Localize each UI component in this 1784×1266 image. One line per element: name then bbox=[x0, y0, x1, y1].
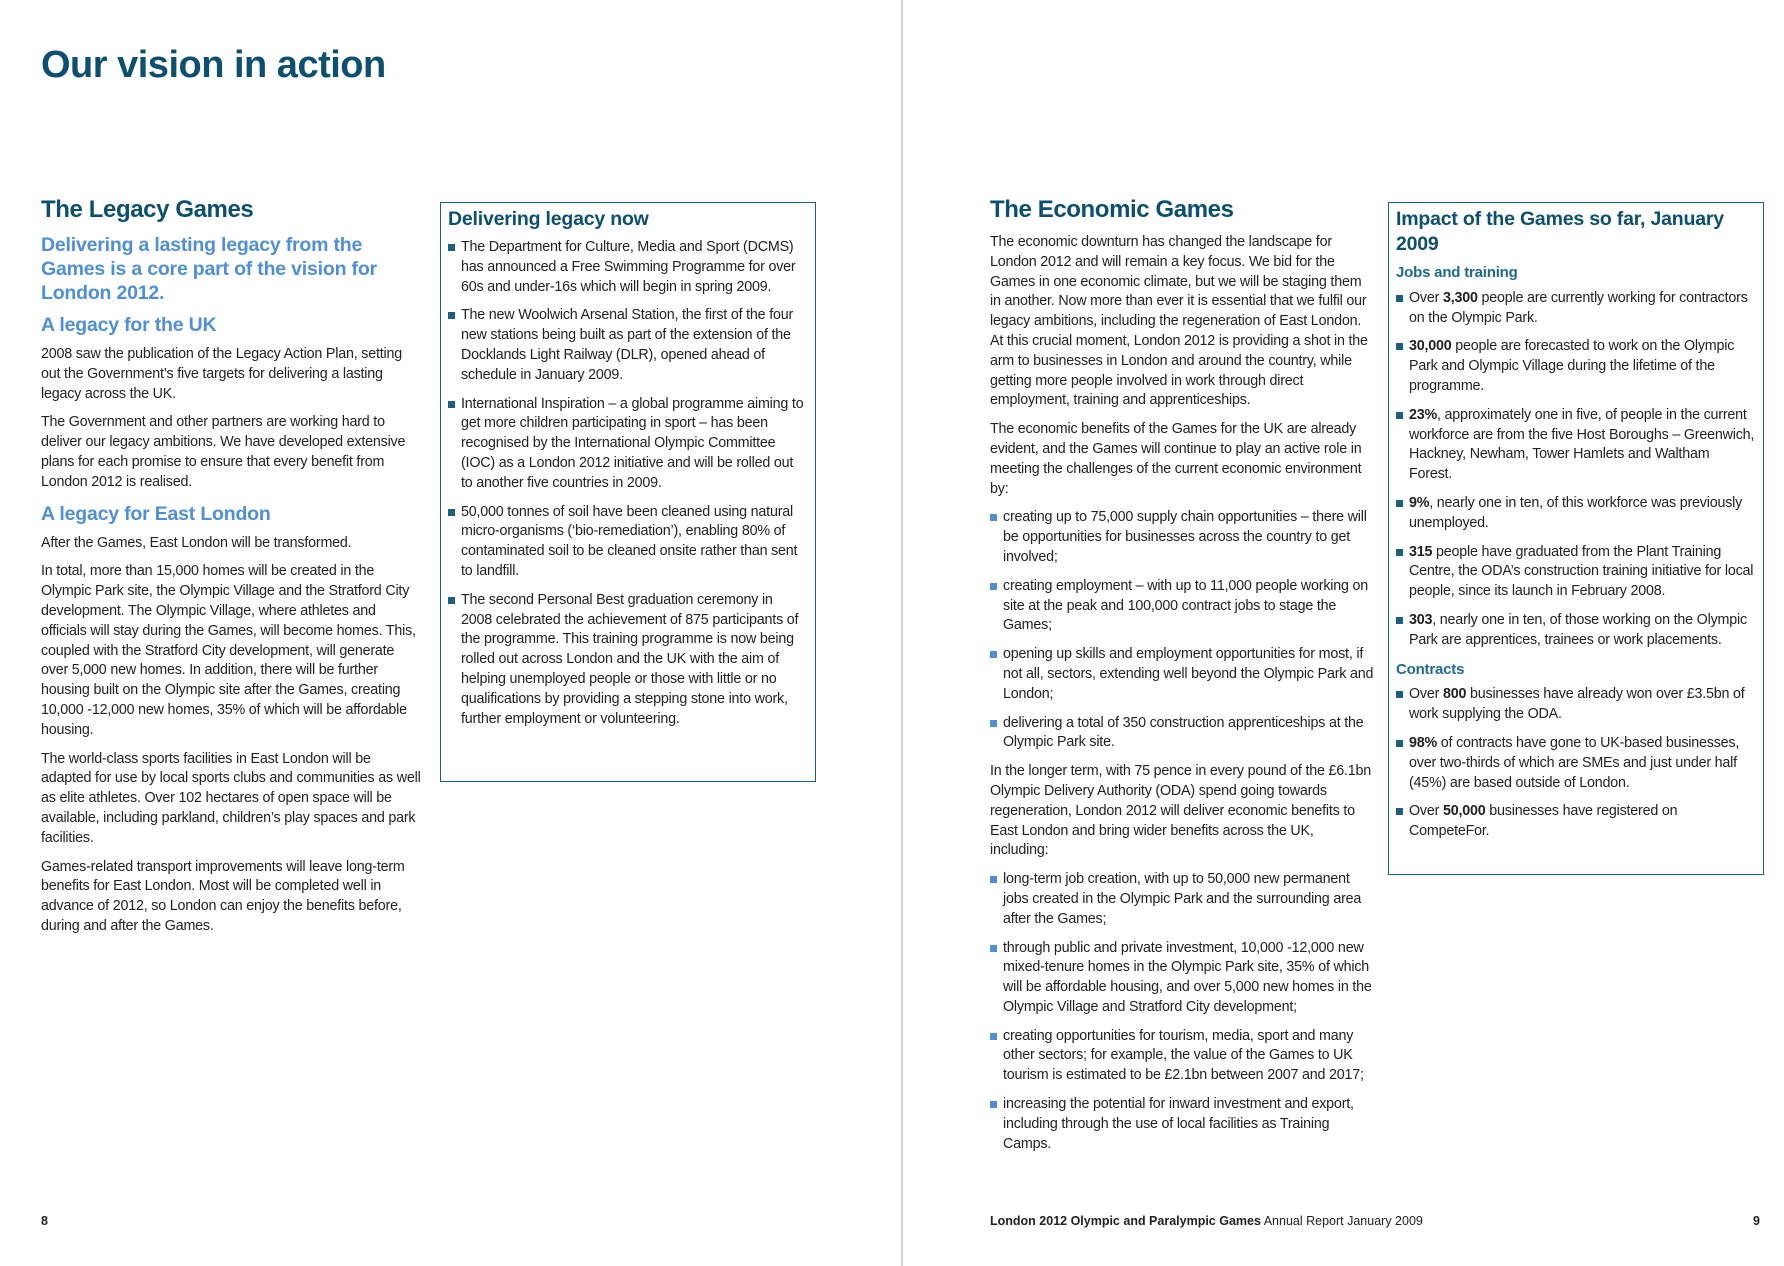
paragraph: The world-class sports facilities in East London will be adapted for use by local sports clubs and communities as well as elite athletes. Over 102 hectares of open space will be available, including parkland, children’s play spaces and park facilities. bbox=[41, 750, 421, 846]
item-text: through public and private investment, 10,000 -12,000 new mixed-tenure homes in the Olympic Park site, 35% of which will be affordable housing, and over 5,000 new homes in the Olympic Village and Stratford City development; bbox=[1003, 939, 1372, 1015]
list-item bbox=[448, 238, 807, 297]
item-text: opening up skills and employment opportunities for most, if not all, sectors, extending well beyond the Olympic Park and London; bbox=[1003, 646, 1374, 702]
item-text: 50,000 tonnes of soil have been cleaned using natural micro-organisms (‘bio-remediation’), enabling 80% of contaminated soil to be cleaned onsite rather than sent to landfill. bbox=[461, 503, 798, 579]
list-item bbox=[1396, 611, 1755, 651]
paragraph: In total, more than 15,000 homes will be created in the Olympic Park site, the Olympic Village and the Stratford City development. The Olympic Village, where athletes and officials will stay during the Games, will become homes. This, coupled with the Stratford City development, will generate over 5,000 new homes. In addition, there will be further housing built on the Olympic site after the Games, creating 10,000 -12,000 new homes, 35% of which will be affordable housing. bbox=[41, 563, 416, 738]
paragraph: Games-related transport improvements will leave long-term benefits for East London. Most will be completed well in advance of 2012, so London can enjoy the benefits before, during and after the Games. bbox=[41, 858, 405, 934]
paragraph: The economic downturn has changed the landscape for London 2012 and will remain a key focus. We bid for the Games in one economic climate, but we will be staging them in another. Now more than ever it is essential that we fulfil our legacy ambitions, including the regeneration of East London. At this crucial moment, London 2012 is providing a shot in the arm to businesses in London and around the country, while getting more people involved in work through direct employment, training and apprenticeships. bbox=[990, 234, 1368, 409]
list-item bbox=[990, 1027, 1374, 1086]
bullet-icon bbox=[448, 401, 455, 408]
bullet-icon bbox=[1396, 617, 1403, 624]
item-pre: Over bbox=[1409, 686, 1443, 703]
item-figure: 3,300 bbox=[1442, 289, 1478, 306]
item-figure: 800 bbox=[1442, 686, 1467, 703]
paragraph: The economic benefits of the Games for the UK are already evident, and the Games will continue to play an active role in meeting the challenges of the current economic environment by: bbox=[990, 421, 1362, 497]
bullet-icon bbox=[1396, 740, 1403, 747]
economic-games-column bbox=[990, 195, 1374, 1163]
item-figure: 30,000 bbox=[1409, 338, 1452, 355]
bullet-icon bbox=[1396, 412, 1403, 419]
impact-box bbox=[1388, 202, 1764, 875]
uk-heading: A legacy for the UK bbox=[41, 314, 217, 336]
page-number-right: 9 bbox=[1753, 1214, 1760, 1228]
list-item bbox=[1396, 543, 1755, 602]
delivering-legacy-box bbox=[440, 202, 816, 782]
list-item bbox=[448, 395, 807, 494]
item-text: people are currently working for contractors on the Olympic Park. bbox=[1409, 289, 1748, 326]
item-text: The Department for Culture, Media and Sport (DCMS) has announced a Free Swimming Programme for over 60s and under-16s which will begin in spring 2009. bbox=[461, 239, 796, 295]
page-number-left: 8 bbox=[41, 1214, 48, 1228]
list-item bbox=[1396, 289, 1755, 329]
item-text: of contracts have gone to UK-based businesses, over two-thirds of which are SMEs and just under half (45%) are based outside of London. bbox=[1409, 734, 1740, 791]
list-item bbox=[448, 591, 807, 730]
item-text: people are forecasted to work on the Olympic Park and Olympic Village during the lifetime of the programme. bbox=[1409, 338, 1735, 394]
list-item bbox=[448, 503, 807, 582]
delivering-list bbox=[448, 238, 807, 729]
list-item bbox=[1396, 337, 1755, 396]
item-figure: 9% bbox=[1409, 494, 1430, 511]
bullet-icon bbox=[990, 583, 997, 590]
list-item bbox=[990, 577, 1374, 636]
east-london-heading: A legacy for East London bbox=[41, 502, 271, 525]
bullet-icon bbox=[1396, 295, 1403, 302]
bullet-icon bbox=[1396, 808, 1403, 815]
list-item bbox=[1396, 494, 1755, 534]
bullet-icon bbox=[990, 514, 997, 521]
legacy-heading: The Legacy Games bbox=[41, 196, 254, 223]
item-text: long-term job creation, with up to 50,000 new permanent jobs created in the Olympic Park and the surrounding area after the Games; bbox=[1003, 871, 1362, 927]
item-text: The new Woolwich Arsenal Station, the first of the four new stations being built as part of the extension of the Docklands Light Railway (DLR), opened ahead of schedule in January 2009. bbox=[461, 307, 794, 383]
delivering-heading: Delivering legacy now bbox=[448, 208, 649, 230]
bullet-icon bbox=[1396, 691, 1403, 698]
economic-list-2 bbox=[990, 870, 1374, 1154]
item-figure: 23% bbox=[1409, 406, 1438, 423]
item-text: creating employment – with up to 11,000 people working on site at the peak and 100,000 contract jobs to stage the Games; bbox=[1003, 577, 1369, 634]
legacy-lead: Delivering a lasting legacy from the Games is a core part of the vision for London 2012. bbox=[41, 234, 377, 304]
economic-list-1 bbox=[990, 508, 1374, 753]
legacy-games-column bbox=[41, 195, 421, 946]
bullet-icon bbox=[990, 876, 997, 883]
list-item bbox=[1396, 406, 1755, 485]
item-text: International Inspiration – a global programme aiming to get more children participating in sport – has been recognised by the International Olympic Committee (IOC) as a London 2012 initiative and will be rolled out to another five countries in 2009. bbox=[461, 395, 804, 491]
item-text: creating opportunities for tourism, media, sport and many other sectors; for example, the value of the Games to UK tourism is estimated to be £2.1bn between 2007 and 2017; bbox=[1003, 1027, 1364, 1084]
bullet-icon bbox=[990, 651, 997, 658]
bullet-icon bbox=[448, 312, 455, 319]
report-title: London 2012 Olympic and Paralympic Games bbox=[990, 1214, 1261, 1228]
bullet-icon bbox=[448, 244, 455, 251]
paragraph: After the Games, East London will be transformed. bbox=[41, 534, 352, 551]
list-item bbox=[990, 508, 1374, 567]
paragraph: The Government and other partners are working hard to deliver our legacy ambitions. We have developed extensive plans for each promise to ensure that every benefit from London 2012 is realised. bbox=[41, 414, 406, 490]
list-item bbox=[1396, 685, 1755, 725]
item-pre: Over bbox=[1409, 289, 1443, 306]
impact-heading: Impact of the Games so far, January 2009 bbox=[1396, 208, 1724, 255]
list-item bbox=[990, 939, 1374, 1018]
jobs-heading: Jobs and training bbox=[1396, 264, 1518, 281]
bullet-icon bbox=[990, 720, 997, 727]
paragraph: 2008 saw the publication of the Legacy Action Plan, setting out the Government’s five targets for delivering a lasting legacy across the UK. bbox=[41, 346, 402, 402]
item-text: people have graduated from the Plant Training Centre, the ODA’s construction training initiative for local people, since its launch in February 2008. bbox=[1409, 543, 1754, 600]
paragraph: In the longer term, with 75 pence in every pound of the £6.1bn Olympic Delivery Authority (ODA) spend going towards regeneration, London 2012 will deliver economic benefits to East London and bring wider benefits across the UK, including: bbox=[990, 763, 1372, 859]
bullet-icon bbox=[1396, 549, 1403, 556]
page-title: Our vision in action bbox=[41, 44, 386, 86]
bullet-icon bbox=[990, 945, 997, 952]
item-text: increasing the potential for inward investment and export, including through the use of local facilities as Training Camps. bbox=[1003, 1096, 1354, 1152]
item-text: , nearly one in ten, of this workforce was previously unemployed. bbox=[1409, 494, 1743, 531]
item-pre: Over bbox=[1409, 803, 1443, 820]
list-item bbox=[990, 870, 1374, 929]
bullet-icon bbox=[448, 597, 455, 604]
contracts-list bbox=[1396, 685, 1755, 842]
item-text: businesses have already won over £3.5bn of work supplying the ODA. bbox=[1409, 686, 1745, 723]
jobs-list bbox=[1396, 289, 1755, 651]
report-subtitle: Annual Report January 2009 bbox=[1260, 1214, 1423, 1228]
bullet-icon bbox=[990, 1033, 997, 1040]
item-text: creating up to 75,000 supply chain opportunities – there will be opportunities for businesses across the country to get involved; bbox=[1003, 509, 1367, 565]
item-figure: 315 bbox=[1409, 543, 1433, 560]
item-text: , approximately one in five, of people in the current workforce are from the five Host Boroughs – Greenwich, Hackney, Newham, Tower Hamlets and Waltham Forest. bbox=[1409, 406, 1755, 483]
list-item bbox=[1396, 734, 1755, 793]
item-figure: 50,000 bbox=[1442, 803, 1486, 820]
bullet-icon bbox=[1396, 343, 1403, 350]
contracts-heading: Contracts bbox=[1396, 660, 1465, 678]
item-text: delivering a total of 350 construction apprenticeships at the Olympic Park site. bbox=[1003, 714, 1364, 751]
list-item bbox=[990, 645, 1374, 704]
list-item bbox=[1396, 802, 1755, 842]
page-spread-divider bbox=[901, 0, 903, 1266]
list-item bbox=[990, 714, 1374, 754]
item-figure: 98% bbox=[1409, 734, 1438, 751]
bullet-icon bbox=[990, 1101, 997, 1108]
list-item bbox=[448, 306, 807, 385]
list-item bbox=[990, 1095, 1374, 1154]
item-figure: 303 bbox=[1409, 611, 1433, 628]
item-text: , nearly one in ten, of those working on the Olympic Park are apprentices, trainees or work placements. bbox=[1409, 611, 1747, 648]
item-text: businesses have registered on CompeteFor. bbox=[1409, 803, 1678, 840]
item-text: The second Personal Best graduation ceremony in 2008 celebrated the achievement of 875 participants of the programme. This training programme is now being rolled out across London and the UK with the aim of helping unemployed people or those with little or no qualifications by providing a stepping stone into work, further employment or volunteering. bbox=[461, 591, 799, 727]
bullet-icon bbox=[448, 509, 455, 516]
bullet-icon bbox=[1396, 500, 1403, 507]
economic-heading: The Economic Games bbox=[990, 196, 1234, 223]
report-footer bbox=[990, 1214, 1423, 1228]
